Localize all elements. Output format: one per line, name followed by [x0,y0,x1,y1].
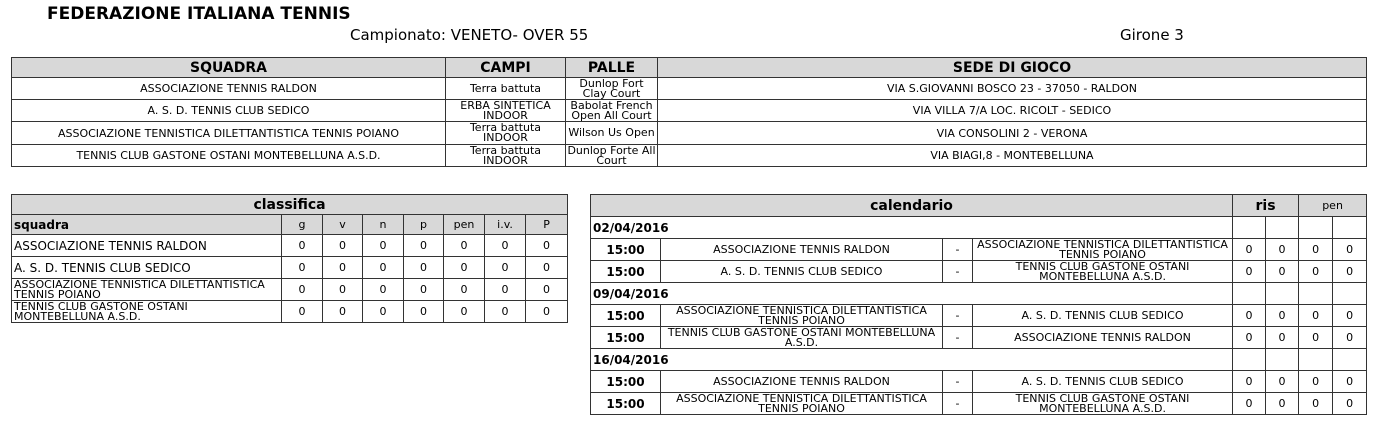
table-row [12,78,1367,100]
score: 0 [1333,239,1367,261]
score: 0 [1333,305,1367,327]
col-pen: pen [444,215,485,235]
standing-value: 0 [363,279,404,301]
date-row [591,217,1367,239]
match-home: ASSOCIAZIONE TENNISTICA DILETTANTISTICA TENNIS POIANO [661,305,943,327]
standing-value: 0 [526,235,568,257]
team-sede: VIA BIAGI,8 - MONTEBELLUNA [658,145,1367,167]
team-palle: Dunlop Forte All Court [567,144,656,167]
score: 0 [1233,393,1266,415]
header-sede: SEDE DI GIOCO [658,58,1367,78]
col-v: v [323,215,363,235]
match-home: ASSOCIAZIONE TENNIS RALDON [661,239,943,261]
score: 0 [1299,305,1333,327]
standing-value: 0 [282,279,323,301]
score: 0 [1266,239,1299,261]
match-away: ASSOCIAZIONE TENNIS RALDON [973,327,1233,349]
match-date: 02/04/2016 [591,217,1233,239]
table-row [12,279,568,301]
score: 0 [1299,239,1333,261]
score: 0 [1233,239,1266,261]
match-time: 15:00 [591,305,661,327]
standing-value: 0 [526,257,568,279]
pen-header: pen [1299,195,1367,217]
match-row [591,261,1367,283]
team-palle: Dunlop Fort Clay Court [566,78,658,100]
standing-team: ASSOCIAZIONE TENNIS RALDON [12,235,282,257]
table-row [12,145,1367,167]
standing-value: 0 [404,257,444,279]
classifica-table [11,194,568,323]
match-dash: - [943,261,973,283]
standing-value: 0 [485,301,526,323]
standing-value: 0 [282,235,323,257]
score: 0 [1333,327,1367,349]
match-dash: - [943,393,973,415]
team-name: ASSOCIAZIONE TENNIS RALDON [12,78,446,100]
match-row [591,305,1367,327]
date-row [591,283,1367,305]
standing-team: A. S. D. TENNIS CLUB SEDICO [12,257,282,279]
score: 0 [1333,371,1367,393]
score: 0 [1266,393,1299,415]
team-sede: VIA CONSOLINI 2 - VERONA [658,122,1367,145]
standing-value: 0 [404,235,444,257]
table-row [12,122,1367,145]
table-row [12,257,568,279]
standing-value: 0 [485,235,526,257]
score: 0 [1266,261,1299,283]
team-palle: Babolat French Open All Court [566,100,658,122]
team-campi: Terra battuta INDOOR [446,122,566,145]
match-time: 15:00 [591,327,661,349]
score: 0 [1266,327,1299,349]
col-iv: i.v. [485,215,526,235]
match-row [591,371,1367,393]
standing-value: 0 [444,279,485,301]
table-row [12,301,568,323]
score: 0 [1299,393,1333,415]
team-campi: Terra battuta [446,78,566,100]
calendario-table [590,194,1367,415]
header-palle: PALLE [566,58,658,78]
girone-label: Girone 3 [1120,26,1184,44]
score: 0 [1233,371,1266,393]
match-home: A. S. D. TENNIS CLUB SEDICO [661,261,943,283]
team-sede: VIA S.GIOVANNI BOSCO 23 - 37050 - RALDON [658,78,1367,100]
match-dash: - [943,305,973,327]
match-away: TENNIS CLUB GASTONE OSTANI MONTEBELLUNA A.S.D. [973,393,1233,415]
team-name: TENNIS CLUB GASTONE OSTANI MONTEBELLUNA A.S.D. [12,145,446,167]
match-away: A. S. D. TENNIS CLUB SEDICO [973,305,1233,327]
team-name: ASSOCIAZIONE TENNISTICA DILETTANTISTICA TENNIS POIANO [12,122,446,145]
match-home: ASSOCIAZIONE TENNIS RALDON [661,371,943,393]
standing-value: 0 [323,235,363,257]
team-campi: Terra battuta INDOOR [446,145,566,167]
standing-value: 0 [363,301,404,323]
match-row [591,239,1367,261]
standing-value: 0 [323,257,363,279]
header-campi: CAMPI [446,58,566,78]
score: 0 [1266,305,1299,327]
standing-value: 0 [323,301,363,323]
team-campi: ERBA SINTETICA INDOOR [446,100,566,122]
ris-header: ris [1233,195,1299,217]
date-row [591,349,1367,371]
team-sede: VIA VILLA 7/A LOC. RICOLT - SEDICO [658,100,1367,122]
calendario-title: calendario [591,195,1233,217]
match-time: 15:00 [591,239,661,261]
campionato-label: Campionato: VENETO- OVER 55 [350,26,589,44]
match-dash: - [943,239,973,261]
team-name: A. S. D. TENNIS CLUB SEDICO [12,100,446,122]
standing-value: 0 [526,279,568,301]
standing-value: 0 [363,257,404,279]
col-P: P [526,215,568,235]
standing-value: 0 [363,235,404,257]
match-time: 15:00 [591,393,661,415]
standing-value: 0 [282,257,323,279]
col-p: p [404,215,444,235]
match-away: ASSOCIAZIONE TENNISTICA DILETTANTISTICA TENNIS POIANO [973,239,1233,261]
score: 0 [1233,305,1266,327]
score: 0 [1299,327,1333,349]
teams-table [11,57,1367,167]
team-palle: Wilson Us Open [566,122,658,145]
score: 0 [1233,261,1266,283]
score: 0 [1233,327,1266,349]
standing-value: 0 [404,301,444,323]
score: 0 [1299,261,1333,283]
match-time: 15:00 [591,261,661,283]
standing-value: 0 [444,257,485,279]
standing-value: 0 [485,257,526,279]
match-dash: - [943,327,973,349]
match-row [591,327,1367,349]
table-row [12,100,1367,122]
match-time: 15:00 [591,371,661,393]
classifica-title: classifica [12,195,568,215]
match-date: 16/04/2016 [591,349,1233,371]
match-date: 09/04/2016 [591,283,1233,305]
col-n: n [363,215,404,235]
standing-value: 0 [323,279,363,301]
standing-value: 0 [485,279,526,301]
standing-value: 0 [444,301,485,323]
match-home: ASSOCIAZIONE TENNISTICA DILETTANTISTICA TENNIS POIANO [661,393,943,415]
score: 0 [1299,371,1333,393]
header-squadra: SQUADRA [12,58,446,78]
page-title: FEDERAZIONE ITALIANA TENNIS [47,4,351,24]
standing-value: 0 [282,301,323,323]
standing-team: ASSOCIAZIONE TENNISTICA DILETTANTISTICA TENNIS POIANO [12,279,282,301]
table-row [12,235,568,257]
match-dash: - [943,371,973,393]
standing-value: 0 [444,235,485,257]
standing-team: TENNIS CLUB GASTONE OSTANI MONTEBELLUNA A.S.D. [12,301,282,323]
score: 0 [1333,393,1367,415]
match-away: A. S. D. TENNIS CLUB SEDICO [973,371,1233,393]
match-home: TENNIS CLUB GASTONE OSTANI MONTEBELLUNA A.S.D. [661,327,943,349]
standing-value: 0 [526,301,568,323]
standing-value: 0 [404,279,444,301]
match-away: TENNIS CLUB GASTONE OSTANI MONTEBELLUNA A.S.D. [973,261,1233,283]
col-squadra: squadra [12,215,282,235]
score: 0 [1266,371,1299,393]
score: 0 [1333,261,1367,283]
match-row [591,393,1367,415]
col-g: g [282,215,323,235]
